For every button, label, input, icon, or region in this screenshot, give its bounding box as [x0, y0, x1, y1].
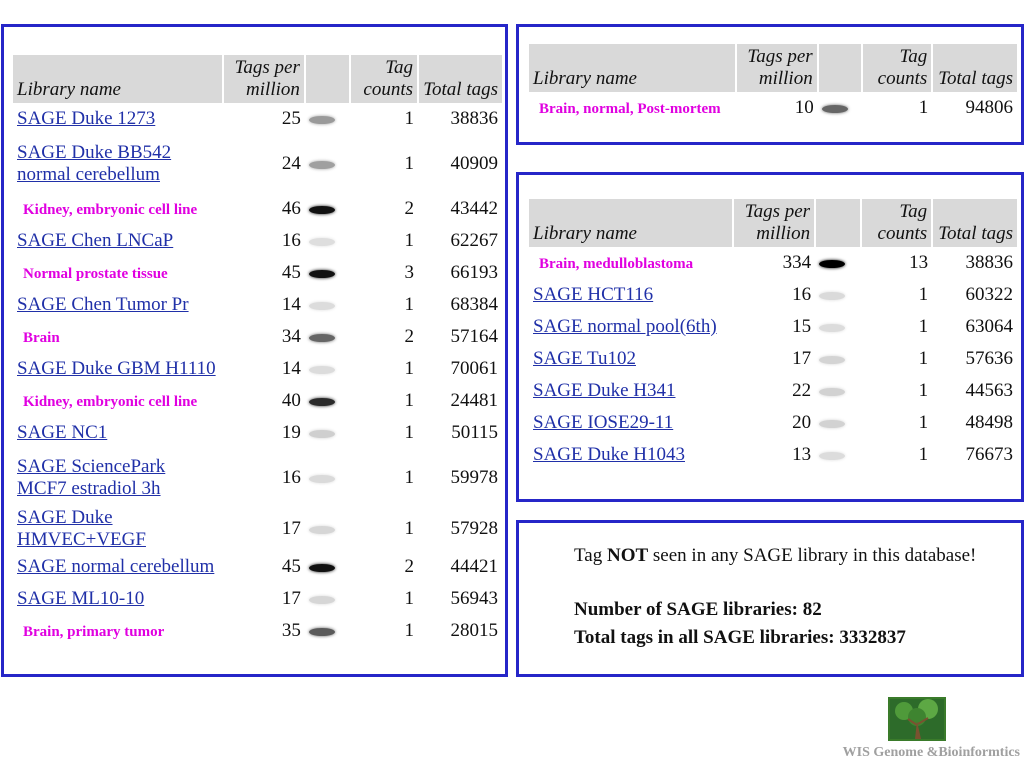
tag-counts-cell: 1 [404, 390, 415, 411]
library-name-cell[interactable] [13, 135, 223, 193]
library-name-cell[interactable] [529, 439, 733, 471]
tag-counts-cell: 1 [404, 294, 415, 315]
tree-logo-icon [888, 697, 946, 741]
expression-level-icon [819, 452, 845, 460]
library-link[interactable]: SAGE Chen LNCaP [17, 230, 174, 251]
table-row [529, 407, 1017, 439]
library-table-middle-right [529, 199, 1017, 471]
table-row [13, 449, 502, 507]
table-row [13, 385, 502, 417]
expression-blob-cell [815, 311, 861, 343]
expression-level-icon [819, 324, 845, 332]
expression-level-icon [819, 420, 845, 428]
expression-level-icon [309, 398, 335, 406]
tag-counts-cell: 1 [404, 518, 415, 539]
library-name-cell[interactable] [13, 583, 223, 615]
tissue-annotation: Kidney, embryonic cell line [23, 201, 198, 218]
tag-counts-cell: 1 [918, 97, 929, 118]
library-link[interactable]: SAGE Duke HMVEC+VEGF [17, 507, 146, 550]
expression-level-icon [309, 430, 335, 438]
tag-counts-cell: 2 [404, 326, 415, 347]
tag-counts-cell: 1 [918, 316, 929, 337]
library-link[interactable]: SAGE Duke 1273 [17, 108, 156, 129]
expression-level-icon [309, 526, 335, 534]
table-row [529, 311, 1017, 343]
library-name-cell [13, 385, 223, 417]
table-row [13, 321, 502, 353]
header-total-tags: Total tags [932, 199, 1017, 247]
table-row [529, 439, 1017, 471]
tags-per-million-cell: 45 [281, 556, 301, 577]
table-row [13, 507, 502, 551]
library-table-left [13, 55, 502, 647]
expression-level-icon [819, 356, 845, 364]
header-tags-per-million: Tags per million [223, 55, 305, 103]
expression-blob-cell [815, 439, 861, 471]
tissue-annotation: Brain [23, 329, 60, 346]
library-link[interactable]: SAGE Duke H341 [533, 380, 676, 401]
library-name-cell[interactable] [529, 343, 733, 375]
expression-blob-cell [305, 257, 350, 289]
expression-blob-cell [815, 375, 861, 407]
total-tags-cell: 44563 [965, 380, 1013, 401]
tag-counts-cell: 1 [404, 620, 415, 641]
total-tags-cell: 76673 [965, 444, 1013, 465]
tags-per-million-cell: 16 [281, 230, 301, 251]
total-tags-cell: 94806 [965, 97, 1013, 118]
table-row [13, 289, 502, 321]
expression-blob-cell [305, 551, 350, 583]
table-header-row [529, 199, 1017, 247]
total-tags-cell: 63064 [965, 316, 1013, 337]
tag-counts-cell: 1 [918, 284, 929, 305]
tag-counts-cell: 1 [404, 153, 415, 174]
header-tag-counts: Tag counts [350, 55, 418, 103]
tissue-annotation: Brain, primary tumor [23, 623, 165, 640]
table-row [529, 343, 1017, 375]
middle-right-results-panel [516, 172, 1024, 502]
expression-level-icon [309, 628, 335, 636]
table-row [13, 583, 502, 615]
top-right-results-panel [516, 24, 1024, 145]
tags-per-million-cell: 19 [281, 422, 301, 443]
tags-per-million-cell: 17 [281, 588, 301, 609]
tags-per-million-cell: 40 [281, 390, 301, 411]
tags-per-million-cell: 15 [792, 316, 812, 337]
tag-not-seen-message: Tag NOT seen in any SAGE library in this database! [574, 545, 977, 566]
library-name-cell[interactable] [13, 449, 223, 507]
tissue-annotation: Brain, normal, Post-mortem [539, 100, 721, 117]
tags-per-million-cell: 22 [792, 380, 812, 401]
tissue-annotation: Brain, medulloblastoma [539, 255, 694, 272]
table-row [13, 257, 502, 289]
expression-blob-cell [815, 247, 861, 279]
expression-level-icon [309, 270, 335, 278]
table-row [13, 103, 502, 135]
tags-per-million-cell: 16 [281, 467, 301, 488]
header-library-name: Library name [529, 199, 733, 247]
tags-per-million-cell: 20 [792, 412, 812, 433]
tag-counts-cell: 1 [918, 412, 929, 433]
tag-counts-cell: 1 [404, 422, 415, 443]
library-link[interactable]: SAGE normal pool(6th) [533, 316, 717, 337]
summary-message-panel [516, 520, 1024, 677]
tag-counts-cell: 1 [918, 380, 929, 401]
total-tags-cell: 59978 [450, 467, 498, 488]
expression-blob-cell [305, 103, 350, 135]
library-name-cell [13, 615, 223, 647]
expression-blob-cell [815, 407, 861, 439]
footer-credit: WIS Genome &Bioinformtics [842, 745, 1020, 760]
tag-counts-cell: 1 [404, 230, 415, 251]
library-name-cell[interactable] [529, 407, 733, 439]
library-table-top-right [529, 44, 1017, 124]
header-tag-counts: Tag counts [861, 199, 933, 247]
expression-blob-cell [305, 193, 350, 225]
table-row [529, 247, 1017, 279]
table-row [13, 417, 502, 449]
header-tag-counts: Tag counts [862, 44, 932, 92]
tags-per-million-cell: 34 [281, 326, 301, 347]
library-name-cell[interactable] [13, 417, 223, 449]
library-rows-middle-right [529, 247, 1017, 471]
table-header-row [529, 44, 1017, 92]
library-link[interactable]: SAGE NC1 [17, 422, 108, 443]
tag-counts-cell: 2 [404, 556, 415, 577]
total-tags-cell: 48498 [965, 412, 1013, 433]
expression-blob-cell [815, 343, 861, 375]
header-library-name: Library name [13, 55, 223, 103]
expression-blob-cell [305, 583, 350, 615]
expression-blob-cell [305, 289, 350, 321]
expression-level-icon [309, 116, 335, 124]
expression-level-icon [309, 161, 335, 169]
table-row [529, 279, 1017, 311]
library-name-cell[interactable] [529, 311, 733, 343]
table-row [529, 92, 1017, 124]
header-tags-per-million: Tags per million [736, 44, 818, 92]
header-blob-column [815, 199, 861, 247]
tags-per-million-cell: 14 [281, 358, 301, 379]
tag-counts-cell: 1 [404, 467, 415, 488]
library-name-cell[interactable] [13, 353, 223, 385]
library-name-cell[interactable] [529, 279, 733, 311]
tag-counts-cell: 2 [404, 198, 415, 219]
tags-per-million-cell: 17 [281, 518, 301, 539]
library-link[interactable]: SAGE Tu102 [533, 348, 636, 369]
tags-per-million-cell: 13 [792, 444, 812, 465]
tags-per-million-cell: 24 [281, 153, 301, 174]
total-tags-cell: 60322 [965, 284, 1013, 305]
header-library-name: Library name [529, 44, 736, 92]
header-total-tags: Total tags [932, 44, 1017, 92]
library-link[interactable]: SAGE SciencePark MCF7 estradiol 3h [17, 456, 166, 499]
expression-level-icon [309, 475, 335, 483]
table-row [13, 193, 502, 225]
table-row [13, 135, 502, 193]
expression-level-icon [309, 596, 335, 604]
expression-blob-cell [305, 417, 350, 449]
total-tags-cell: 24481 [450, 390, 498, 411]
tag-counts-cell: 1 [404, 108, 415, 129]
expression-blob-cell [305, 353, 350, 385]
total-tags-text: Total tags in all SAGE libraries: 3332837 [574, 627, 906, 648]
expression-level-icon [309, 206, 335, 214]
library-link[interactable]: SAGE Chen Tumor Pr [17, 294, 189, 315]
expression-blob-cell [305, 321, 350, 353]
library-name-cell[interactable] [13, 103, 223, 135]
expression-blob-cell [815, 279, 861, 311]
tissue-annotation: Kidney, embryonic cell line [23, 393, 198, 410]
tags-per-million-cell: 334 [782, 252, 812, 273]
tags-per-million-cell: 46 [281, 198, 301, 219]
tags-per-million-cell: 17 [792, 348, 812, 369]
library-name-cell[interactable] [529, 375, 733, 407]
tag-counts-cell: 1 [918, 348, 929, 369]
library-name-cell[interactable] [13, 507, 223, 551]
expression-level-icon [309, 302, 335, 310]
expression-level-icon [309, 366, 335, 374]
total-tags-cell: 44421 [450, 556, 498, 577]
header-blob-column [305, 55, 350, 103]
library-link[interactable]: SAGE ML10-10 [17, 588, 145, 609]
library-name-cell [529, 247, 733, 279]
library-rows-left [13, 103, 502, 647]
tag-counts-cell: 1 [404, 358, 415, 379]
total-tags-cell: 28015 [450, 620, 498, 641]
expression-level-icon [819, 260, 845, 268]
expression-blob-cell [305, 449, 350, 507]
total-tags-cell: 66193 [450, 262, 498, 283]
total-tags-cell: 43442 [450, 198, 498, 219]
total-tags-cell: 57636 [965, 348, 1013, 369]
tags-per-million-cell: 35 [281, 620, 301, 641]
library-link[interactable]: SAGE HCT116 [533, 284, 654, 305]
total-tags-cell: 70061 [450, 358, 498, 379]
total-tags-cell: 40909 [450, 153, 498, 174]
library-link[interactable]: SAGE Duke GBM H1110 [17, 358, 216, 379]
expression-blob-cell [305, 385, 350, 417]
tag-counts-cell: 13 [909, 252, 929, 273]
expression-level-icon [309, 564, 335, 572]
expression-level-icon [309, 334, 335, 342]
header-total-tags: Total tags [418, 55, 502, 103]
library-name-cell[interactable] [13, 289, 223, 321]
total-tags-cell: 50115 [451, 422, 498, 443]
table-row [13, 551, 502, 583]
table-row [529, 375, 1017, 407]
library-name-cell [529, 92, 736, 124]
tissue-annotation: Normal prostate tissue [23, 265, 168, 282]
total-tags-cell: 57164 [450, 326, 498, 347]
table-row [13, 615, 502, 647]
library-name-cell[interactable] [13, 225, 223, 257]
library-name-cell [13, 257, 223, 289]
expression-level-icon [819, 388, 845, 396]
expression-blob-cell [818, 92, 862, 124]
total-tags-cell: 68384 [450, 294, 498, 315]
header-tags-per-million: Tags per million [733, 199, 815, 247]
library-name-cell [13, 321, 223, 353]
library-rows-top-right [529, 92, 1017, 124]
tags-per-million-cell: 45 [281, 262, 301, 283]
total-tags-cell: 57928 [450, 518, 498, 539]
expression-blob-cell [305, 135, 350, 193]
tag-counts-cell: 1 [404, 588, 415, 609]
library-count-text: Number of SAGE libraries: 82 [574, 599, 822, 620]
tags-per-million-cell: 14 [281, 294, 301, 315]
expression-level-icon [819, 292, 845, 300]
table-row [13, 225, 502, 257]
table-header-row [13, 55, 502, 103]
table-row [13, 353, 502, 385]
expression-level-icon [822, 105, 848, 113]
tags-per-million-cell: 16 [792, 284, 812, 305]
total-tags-cell: 62267 [450, 230, 498, 251]
tags-per-million-cell: 25 [281, 108, 301, 129]
tags-per-million-cell: 10 [794, 97, 814, 118]
tag-counts-cell: 1 [918, 444, 929, 465]
library-link[interactable]: SAGE Duke H1043 [533, 444, 685, 465]
expression-blob-cell [305, 225, 350, 257]
header-blob-column [818, 44, 862, 92]
library-link[interactable]: SAGE Duke BB542 normal cerebellum [17, 142, 172, 185]
expression-blob-cell [305, 507, 350, 551]
library-link[interactable]: SAGE normal cerebellum [17, 556, 215, 577]
total-tags-cell: 38836 [450, 108, 498, 129]
left-results-panel [1, 24, 508, 677]
total-tags-cell: 38836 [965, 252, 1013, 273]
expression-blob-cell [305, 615, 350, 647]
expression-level-icon [309, 238, 335, 246]
library-name-cell [13, 193, 223, 225]
library-link[interactable]: SAGE IOSE29-11 [533, 412, 674, 433]
tag-counts-cell: 3 [404, 262, 415, 283]
total-tags-cell: 56943 [450, 588, 498, 609]
library-name-cell[interactable] [13, 551, 223, 583]
